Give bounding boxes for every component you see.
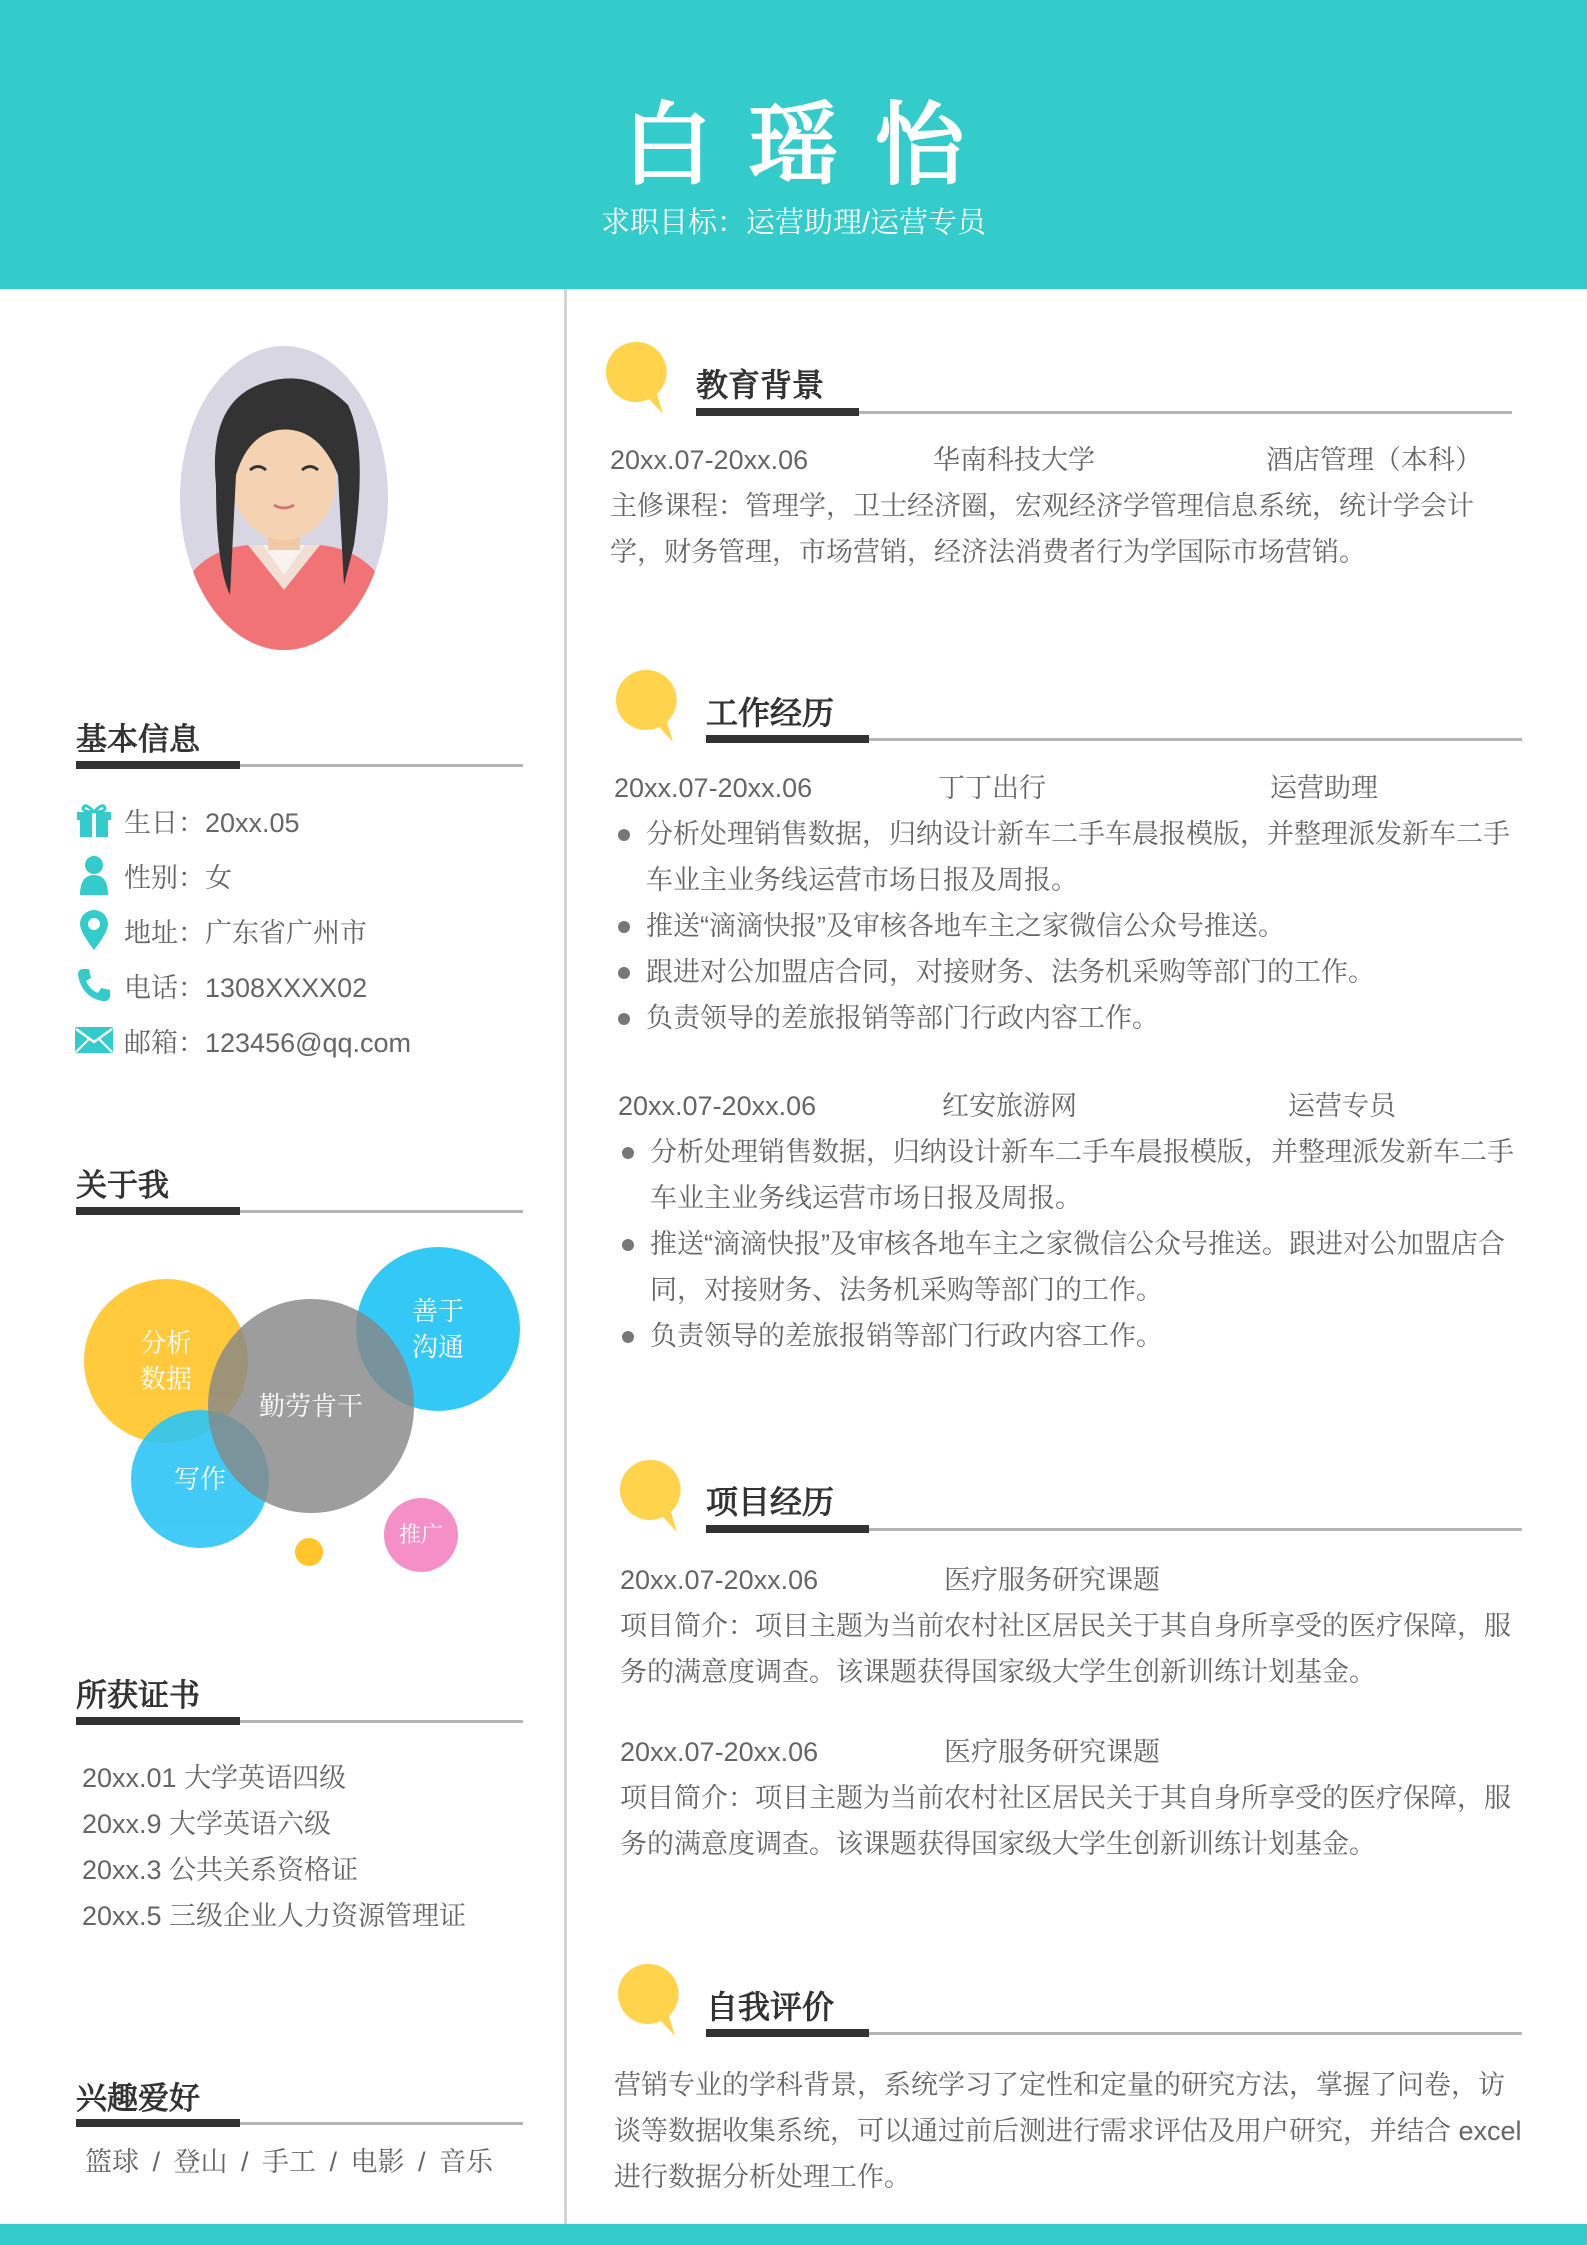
project-2-period: 20xx.07-20xx.06 (620, 1737, 819, 1767)
info-email (74, 1020, 411, 1060)
person-icon (74, 855, 114, 895)
speech-bubble-icon (615, 668, 679, 744)
job-1-bullets (616, 811, 1526, 1041)
education-period: 20xx.07-20xx.06 (610, 445, 809, 475)
info-address-text: 地址：广东省广州市 (124, 917, 367, 948)
skill-communication-label: 善于 沟通 (411, 1296, 464, 1362)
skill-bubble-promotion (384, 1498, 458, 1572)
education-school: 华南科技大学 (933, 445, 1095, 475)
work-title: 工作经历 (706, 695, 835, 731)
phone-icon (74, 965, 114, 1005)
speech-bubble-icon (619, 1458, 683, 1534)
skill-diligent-label: 勤劳肯干 (258, 1391, 363, 1421)
skill-bubble-diligent (208, 1299, 414, 1513)
mail-icon (74, 1020, 114, 1060)
speech-bubble-icon (605, 340, 669, 416)
info-phone (74, 965, 367, 1005)
project-1-name: 医疗服务研究课题 (944, 1565, 1160, 1595)
cert-item: 20xx.9 大学英语六级 (82, 1809, 332, 1839)
self-eval-rule-accent (706, 2029, 869, 2037)
column-divider (564, 289, 567, 2224)
decor-dot (295, 1538, 323, 1566)
certs-rule-accent (76, 1717, 240, 1725)
info-gender (74, 855, 232, 895)
job-2-bullets (620, 1129, 1530, 1359)
basic-info-title: 基本信息 (76, 722, 200, 757)
education-rule-accent (696, 408, 859, 416)
skill-analysis-label: 分析 数据 (139, 1328, 192, 1394)
job-2-role: 运营专员 (1288, 1091, 1396, 1121)
projects-title: 项目经历 (706, 1484, 835, 1520)
cert-item: 20xx.5 三级企业人力资源管理证 (82, 1901, 467, 1931)
certs-title: 所获证书 (76, 1678, 200, 1713)
project-1-desc: 项目简介：项目主题为当前农村社区居民关于其自身所享受的医疗保障，服务的满意度调查。该课题获得国家级大学生创新训练计划基金。 (620, 1611, 1511, 1687)
about-title: 关于我 (76, 1168, 169, 1203)
education-courses: 主修课程：管理学，卫士经济圈，宏观经济学管理信息系统，统计学会计学，财务管理，市场营销，经济法消费者行为学国际市场营销。 (610, 491, 1474, 567)
info-birthday (74, 800, 300, 840)
basic-info-rule-accent (76, 761, 240, 769)
info-gender-text: 性别：女 (124, 862, 232, 893)
job-bullet: 负责领导的差旅报销等部门行政内容工作。 (620, 1313, 1530, 1359)
job-2-company: 红安旅游网 (942, 1091, 1077, 1121)
gift-icon (74, 800, 114, 840)
job-target: 求职目标：运营助理/运营专员 (600, 207, 987, 239)
info-address (74, 910, 367, 950)
project-1-period: 20xx.07-20xx.06 (620, 1565, 819, 1595)
hobbies-rule-accent (76, 2119, 240, 2127)
education-major: 酒店管理（本科） (1266, 445, 1482, 475)
project-2-name: 医疗服务研究课题 (944, 1737, 1160, 1767)
job-bullet: 分析处理销售数据，归纳设计新车二手车晨报模版，并整理派发新车二手车业主业务线运营市场日报及周报。 (620, 1129, 1530, 1221)
info-phone-text: 电话：1308XXXX02 (124, 972, 368, 1003)
skill-writing-label: 写作 (173, 1464, 226, 1494)
job-1-role: 运营助理 (1270, 773, 1378, 803)
about-rule-accent (76, 1207, 240, 1215)
footer-bar (0, 2224, 1587, 2245)
cert-item: 20xx.3 公共关系资格证 (82, 1855, 359, 1885)
speech-bubble-icon (617, 1962, 681, 2038)
project-2-desc: 项目简介：项目主题为当前农村社区居民关于其自身所享受的医疗保障，服务的满意度调查。该课题获得国家级大学生创新训练计划基金。 (620, 1783, 1511, 1859)
job-bullet: 推送“滴滴快报”及审核各地车主之家微信公众号推送。 (616, 903, 1526, 949)
info-birthday-text: 生日：20xx.05 (124, 807, 300, 838)
self-eval-text: 营销专业的学科背景，系统学习了定性和定量的研究方法，掌握了问卷，访谈等数据收集系统，可以通过前后测进行需求评估及用户研究，并结合 excel 进行数据分析处理工作。 (614, 2070, 1522, 2192)
cert-item: 20xx.01 大学英语四级 (82, 1763, 347, 1793)
job-bullet: 跟进对公加盟店合同，对接财务、法务机采购等部门的工作。 (616, 949, 1526, 995)
skill-promotion-label: 推广 (398, 1522, 443, 1547)
hobbies-title: 兴趣爱好 (76, 2081, 200, 2116)
job-bullet: 推送“滴滴快报”及审核各地车主之家微信公众号推送。跟进对公加盟店合同，对接财务、法务机采购等部门的工作。 (620, 1221, 1530, 1313)
avatar (178, 345, 390, 652)
job-1-period: 20xx.07-20xx.06 (614, 773, 813, 803)
education-title: 教育背景 (696, 367, 825, 403)
job-bullet: 负责领导的差旅报销等部门行政内容工作。 (616, 995, 1526, 1041)
work-rule-accent (706, 735, 869, 743)
hobbies-list: 篮球 / 登山 / 手工 / 电影 / 音乐 (85, 2147, 494, 2177)
job-2-period: 20xx.07-20xx.06 (618, 1091, 817, 1121)
job-1-company: 丁丁出行 (938, 773, 1046, 803)
candidate-name: 白瑶怡 (622, 96, 1001, 196)
info-email-text: 邮箱：123456@qq.com (124, 1027, 412, 1058)
projects-rule-accent (706, 1525, 869, 1533)
job-bullet: 分析处理销售数据，归纳设计新车二手车晨报模版，并整理派发新车二手车业主业务线运营市场日报及周报。 (616, 811, 1526, 903)
self-eval-title: 自我评价 (706, 1989, 835, 2025)
location-pin-icon (74, 910, 114, 950)
